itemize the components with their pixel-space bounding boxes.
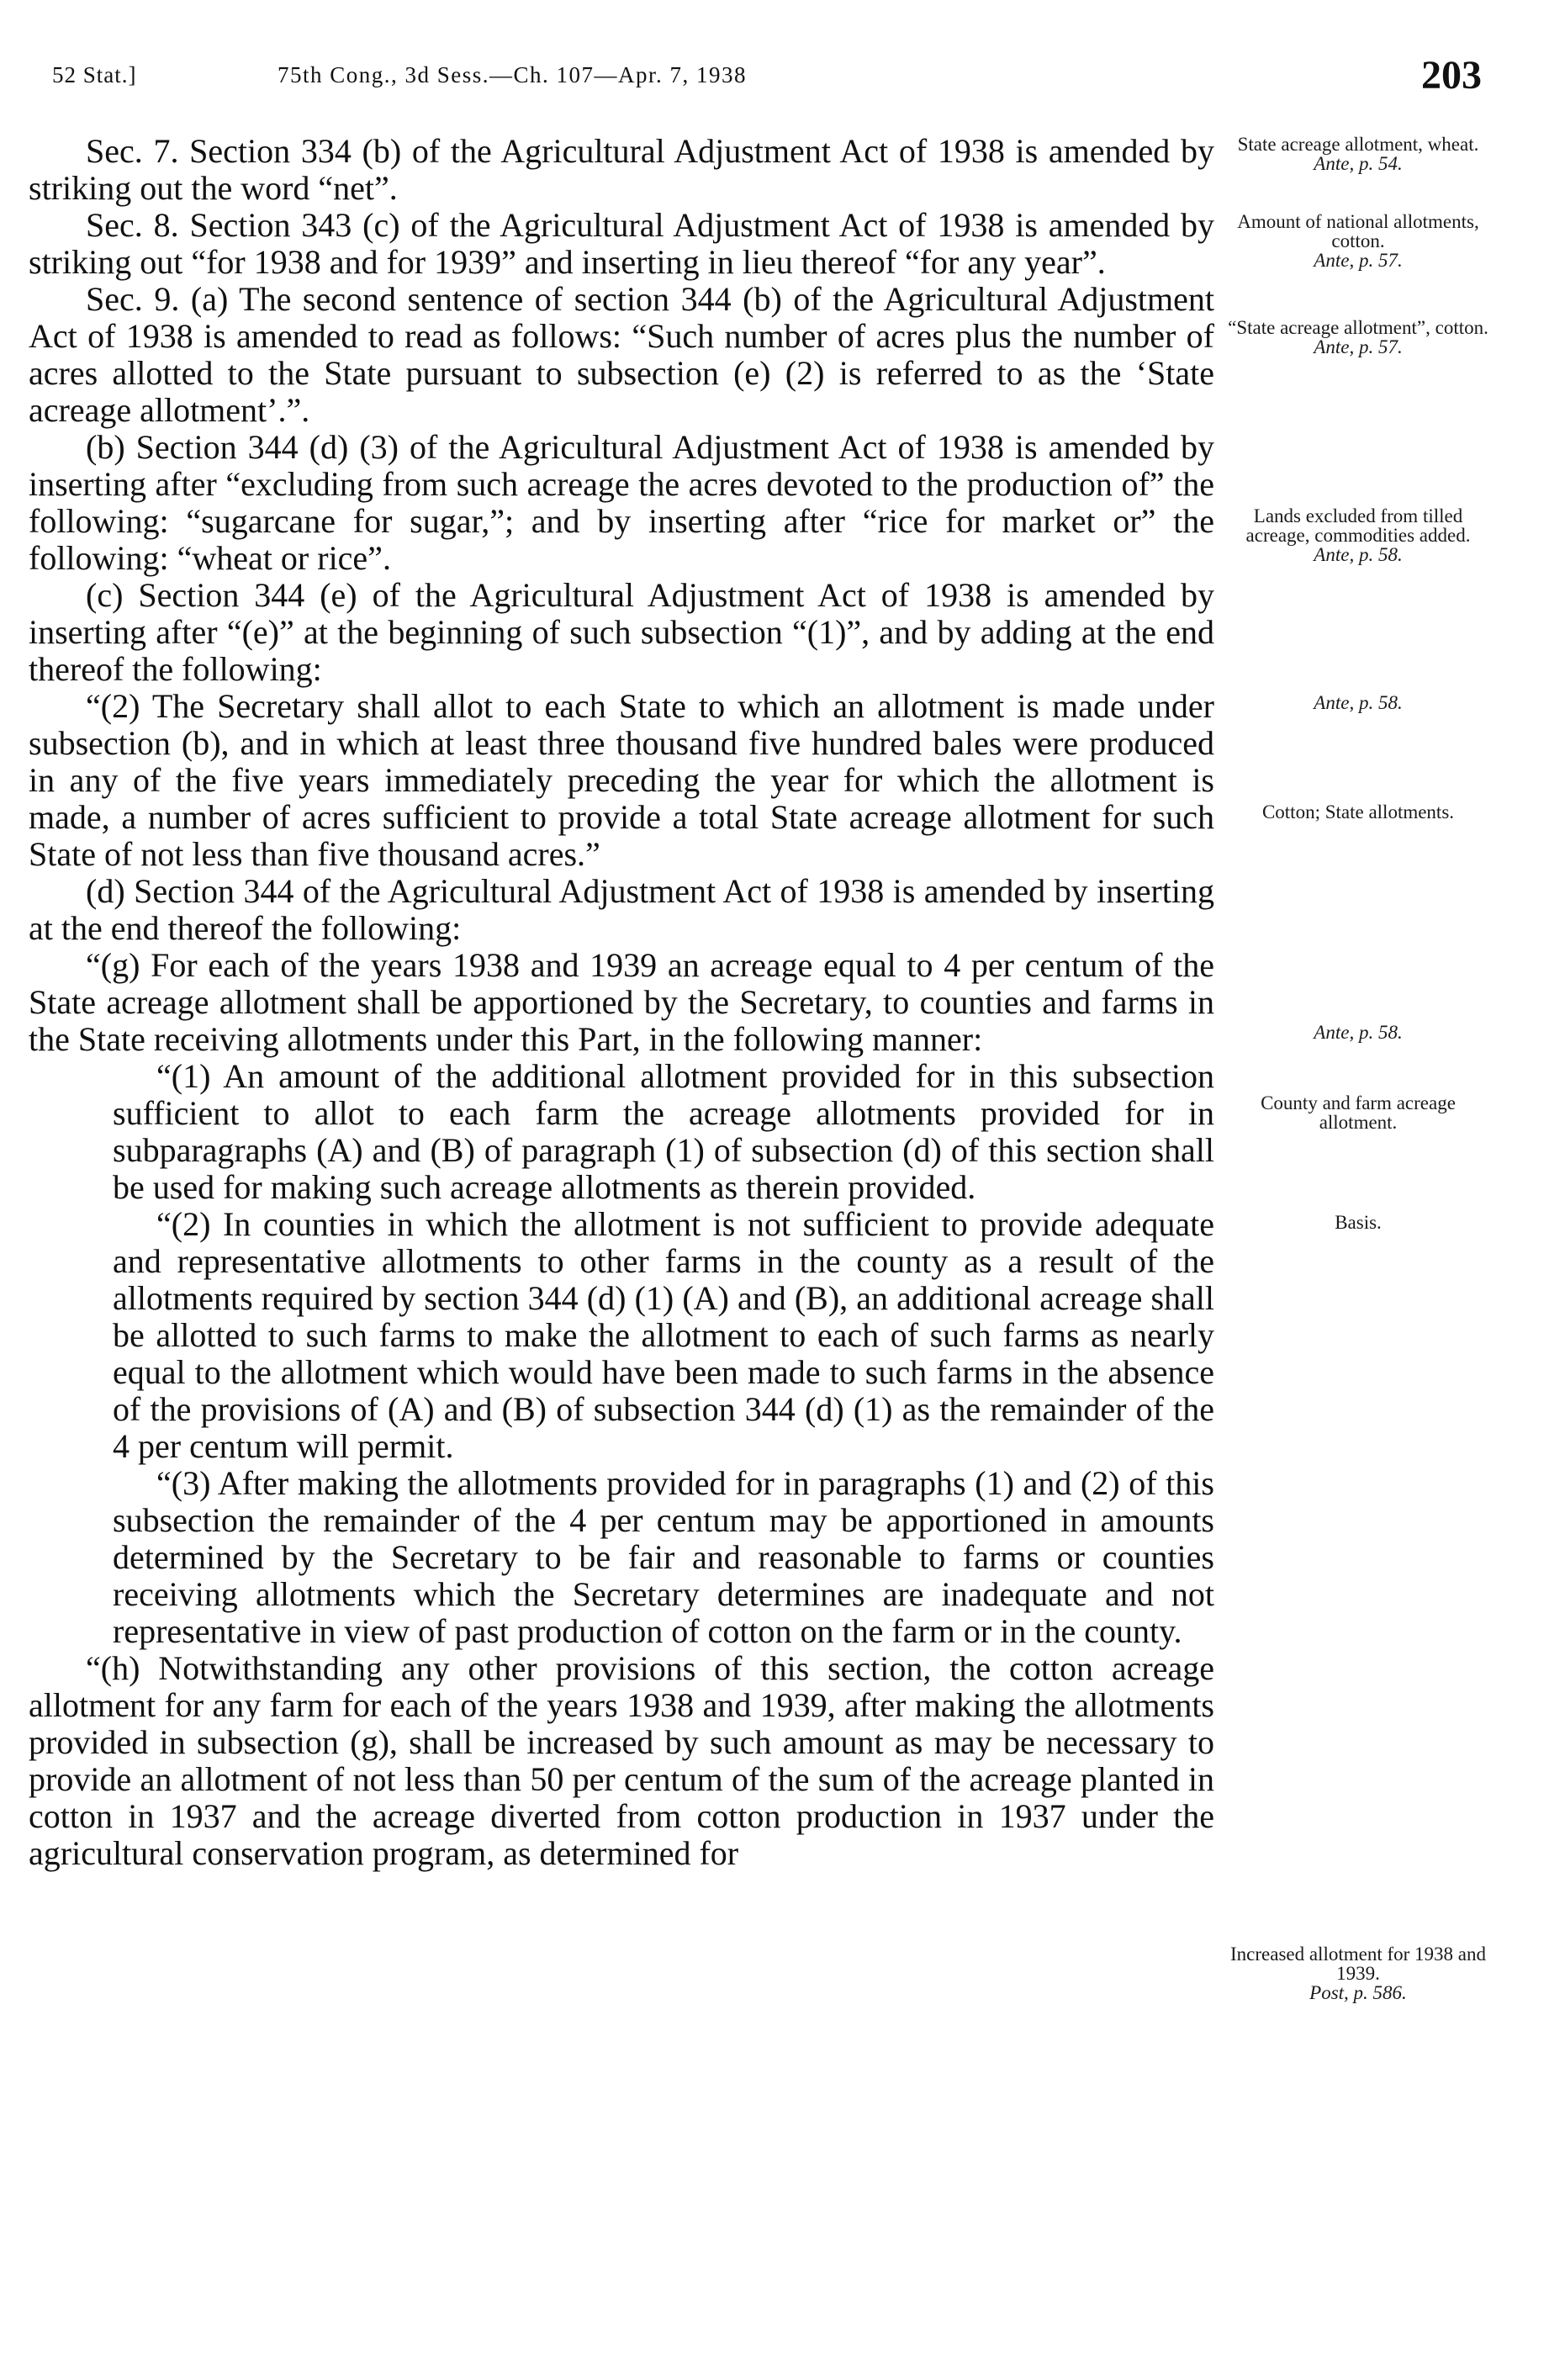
session-chapter-date: 75th Cong., 3d Sess.—Ch. 107—Apr. 7, 1938 <box>278 62 748 87</box>
margin-note-ref: Ante, p. 57. <box>1314 336 1403 357</box>
margin-note-ref: Ante, p. 58. <box>1314 544 1403 565</box>
paragraph-g1: “(1) An amount of the additional allotment provided for in this subsection sufficient to allot to each farm the acreage allotments provided for in subparagraphs (A) and (B) of paragraph (1) of subsection (d) of this section shall be used for making such acreage allotments as therein provided. <box>113 1057 1214 1206</box>
margin-note-ref: Post, p. 586. <box>1309 1982 1407 2003</box>
page-number: 203 <box>1421 53 1482 98</box>
margin-note-ref: Ante, p. 54. <box>1314 153 1403 174</box>
margin-note-text: “State acreage allotment”, cotton. <box>1228 317 1488 338</box>
paragraph-g3: “(3) After making the allotments provided for in paragraphs (1) and (2) of this subsection the remainder of the 4 per centum may be apportioned in amounts determined by the Secretary to be fair and reasonable to farms or counties receiving allotments which the Secretary determines are inadequate and not representative in view of past production of cotton on the farm or in the county. <box>113 1464 1214 1650</box>
paragraph-sec-9c: (c) Section 344 (e) of the Agricultural Adjustment Act of 1938 is amended by inserting after “(e)” at the beginning of such subsection “(1)”, and by adding at the end thereof the following: <box>29 576 1214 688</box>
paragraph-sec-9d: (d) Section 344 of the Agricultural Adjustment Act of 1938 is amended by inserting at the end thereof the following: <box>29 872 1214 947</box>
margin-note-basis <box>1224 1213 1492 1232</box>
margin-note-ref: Ante, p. 58. <box>1314 1022 1403 1043</box>
margin-note-ante-58-b <box>1224 1023 1492 1042</box>
running-head <box>52 52 1482 103</box>
paragraph-sec-8: Sec. 8. Section 343 (c) of the Agricultural Adjustment Act of 1938 is amended by striking out “for 1938 and for 1939” and inserting in lieu thereof “for any year”. <box>29 206 1214 281</box>
margin-note-ante-58-a <box>1224 693 1492 712</box>
statute-volume: 52 Stat.] <box>52 62 137 87</box>
margin-note-cotton-state <box>1224 802 1492 822</box>
margin-note-national-allotments <box>1224 212 1492 270</box>
margin-note-ref: Ante, p. 57. <box>1314 250 1403 271</box>
margin-note-text: Cotton; State allotments. <box>1261 801 1455 822</box>
margin-note-increased-allotment <box>1224 1944 1492 2002</box>
paragraph-h: “(h) Notwithstanding any other provisions of this section, the cotton acreage allotment for any farm for each of the years 1938 and 1939, after making the allotments provided in subsection (g), shall be increased by such amount as may be necessary to provide an allotment of not less than 50 per centum of the sum of the acreage planted in cotton in 1937 and the acreage diverted from cotton production in 1937 under the agricultural conservation program, as determined for <box>29 1649 1214 1872</box>
margin-note-text: Lands excluded from tilled acreage, commodities added. <box>1245 505 1471 546</box>
margin-note-county-farm <box>1224 1093 1492 1132</box>
main-text-column <box>29 133 1214 1872</box>
paragraph-g2: “(2) In counties in which the allotment is not sufficient to provide adequate and representative allotments to other farms in the county as a result of the allotments required by section 344 (d) (1) (A) and (B), an additional acreage shall be allotted to such farms to make the allotment to each of such farms as nearly equal to the allotment which would have been made to such farms in the absence of the provisions of (A) and (B) of subsection 344 (d) (1) as the remainder of the 4 per centum will permit. <box>113 1205 1214 1465</box>
paragraph-g: “(g) For each of the years 1938 and 1939 an acreage equal to 4 per centum of the State acreage allotment shall be apportioned by the Secretary, to counties and farms in the State receiving allotments under this Part, in the following manner: <box>29 946 1214 1058</box>
margin-note-wheat <box>1224 135 1492 173</box>
paragraph-sec-9a: Sec. 9. (a) The second sentence of section 344 (b) of the Agricultural Adjustment Act of 1938 is amended to read as follows: “Such number of acres plus the number of acres allotted to the State pursuant to subsection (e) (2) is referred to as the ‘State acreage allotment’.”. <box>29 280 1214 429</box>
margin-note-ref: Ante, p. 58. <box>1314 692 1403 713</box>
margin-note-lands-excluded <box>1224 506 1492 564</box>
margin-note-state-acreage-cotton <box>1224 318 1492 357</box>
margin-note-text: Amount of national allotments, cotton. <box>1237 211 1479 251</box>
paragraph-e2: “(2) The Secretary shall allot to each State to which an allotment is made under subsection (b), and in which at least three thousand five hundred bales were produced in any of the five years immediately preceding the year for which the allotment is made, a number of acres sufficient to provide a total State acreage allotment for such State of not less than five thousand acres.” <box>29 687 1214 873</box>
margin-note-text: Increased allotment for 1938 and 1939. <box>1230 1944 1486 1984</box>
paragraph-sec-7: Sec. 7. Section 334 (b) of the Agricultural Adjustment Act of 1938 is amended by striking out the word “net”. <box>29 132 1214 207</box>
margin-note-text: County and farm acreage allotment. <box>1261 1092 1456 1133</box>
margin-note-text: State acreage allotment, wheat. <box>1237 134 1479 155</box>
paragraph-sec-9b: (b) Section 344 (d) (3) of the Agricultural Adjustment Act of 1938 is amended by inserting after “excluding from such acreage the acres devoted to the production of” the following: “sugarcane for sugar,”; and by inserting after “rice for market or” the following: “wheat or rice”. <box>29 428 1214 577</box>
margin-note-text: Basis. <box>1335 1212 1382 1233</box>
